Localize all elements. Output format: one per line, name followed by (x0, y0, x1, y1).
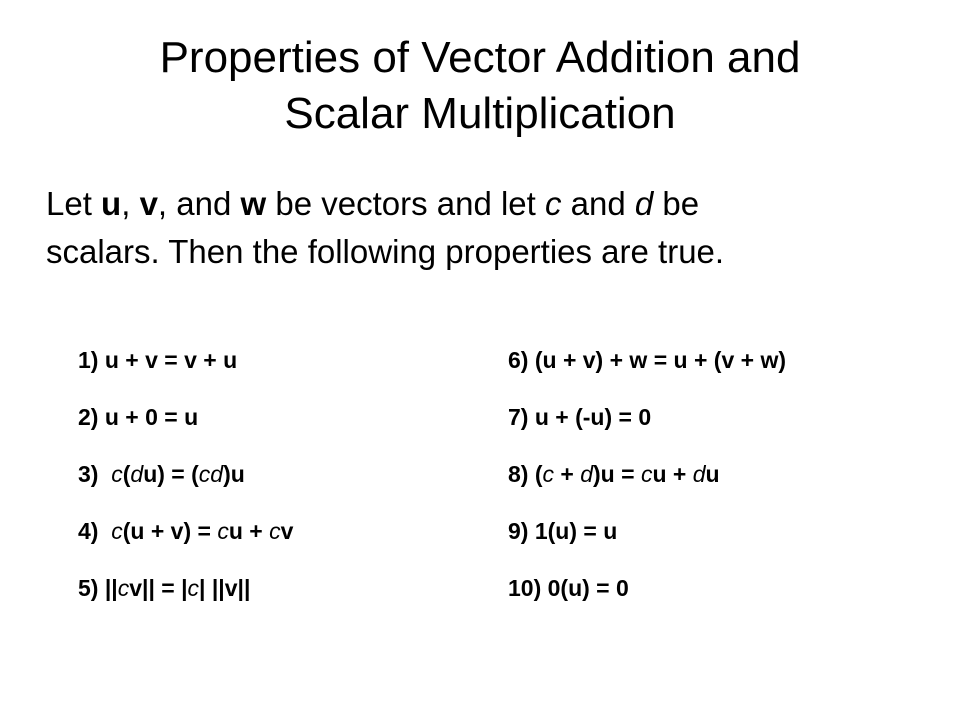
title-line-2: Scalar Multiplication (284, 89, 676, 138)
property-text: 6) (u + v) + w = u + (v + w) (508, 347, 786, 373)
vector-u: u (101, 185, 122, 222)
property-7 (508, 395, 938, 452)
property-text: )u = (593, 461, 641, 487)
property-text: 1) u + v = v + u (78, 347, 238, 373)
intro-text (46, 180, 936, 276)
property-text: )u (223, 461, 245, 487)
property-6 (508, 338, 938, 395)
vector-v: v (139, 185, 158, 222)
property-4 (78, 509, 478, 566)
properties-left-column (78, 338, 478, 623)
scalar-c: c (111, 461, 123, 487)
scalar-d: d (692, 461, 706, 487)
scalar-c: c (269, 518, 281, 544)
property-text: (u + v) = (122, 518, 218, 544)
intro-text-run: , and (157, 185, 241, 222)
scalar-c: c (542, 461, 554, 487)
scalar-c: c (117, 575, 130, 601)
property-text: u) = ( (143, 461, 199, 487)
property-text: + (554, 461, 581, 487)
property-text: 5) || (78, 575, 118, 601)
property-text: 7) u + (-u) = 0 (508, 404, 652, 430)
property-text: 2) u + 0 = u (78, 404, 199, 430)
property-text: v (280, 518, 294, 544)
property-text: 8) ( (508, 461, 543, 487)
vector-w: w (240, 185, 267, 222)
property-text: u + (228, 518, 270, 544)
property-text: v|| = | (129, 575, 188, 601)
property-text: u (705, 461, 720, 487)
intro-text-run: be (653, 185, 700, 222)
intro-text-run: and (561, 185, 635, 222)
intro-text-run: , (121, 185, 140, 222)
scalar-c: c (217, 518, 229, 544)
title-line-1: Properties of Vector Addition and (159, 33, 801, 82)
property-text: 9) 1(u) = u (508, 518, 618, 544)
property-text: 10) 0(u) = 0 (508, 575, 629, 601)
scalar-d: d (130, 461, 144, 487)
intro-text-run: Let (46, 185, 102, 222)
property-text: | ||v|| (199, 575, 251, 601)
properties-right-column (508, 338, 938, 623)
slide-title (40, 30, 920, 142)
property-5 (78, 566, 478, 623)
property-text: 4) (78, 518, 112, 544)
property-1 (78, 338, 478, 395)
scalar-d: d (634, 185, 654, 222)
property-text: u + (652, 461, 693, 487)
property-9 (508, 509, 938, 566)
scalar-c: c (545, 185, 562, 222)
property-3 (78, 452, 478, 509)
intro-line-2: scalars. Then the following properties are true. (46, 233, 725, 270)
property-10 (508, 566, 938, 623)
scalar-c: c (640, 461, 653, 487)
scalar-cd: cd (198, 461, 224, 487)
scalar-d: d (580, 461, 594, 487)
scalar-c: c (187, 575, 200, 601)
property-2 (78, 395, 478, 452)
scalar-c: c (111, 518, 123, 544)
intro-text-run: be vectors and let (266, 185, 545, 222)
property-text: ( (122, 461, 131, 487)
property-text: 3) (78, 461, 112, 487)
property-8 (508, 452, 938, 509)
intro-line-1 (46, 180, 936, 228)
